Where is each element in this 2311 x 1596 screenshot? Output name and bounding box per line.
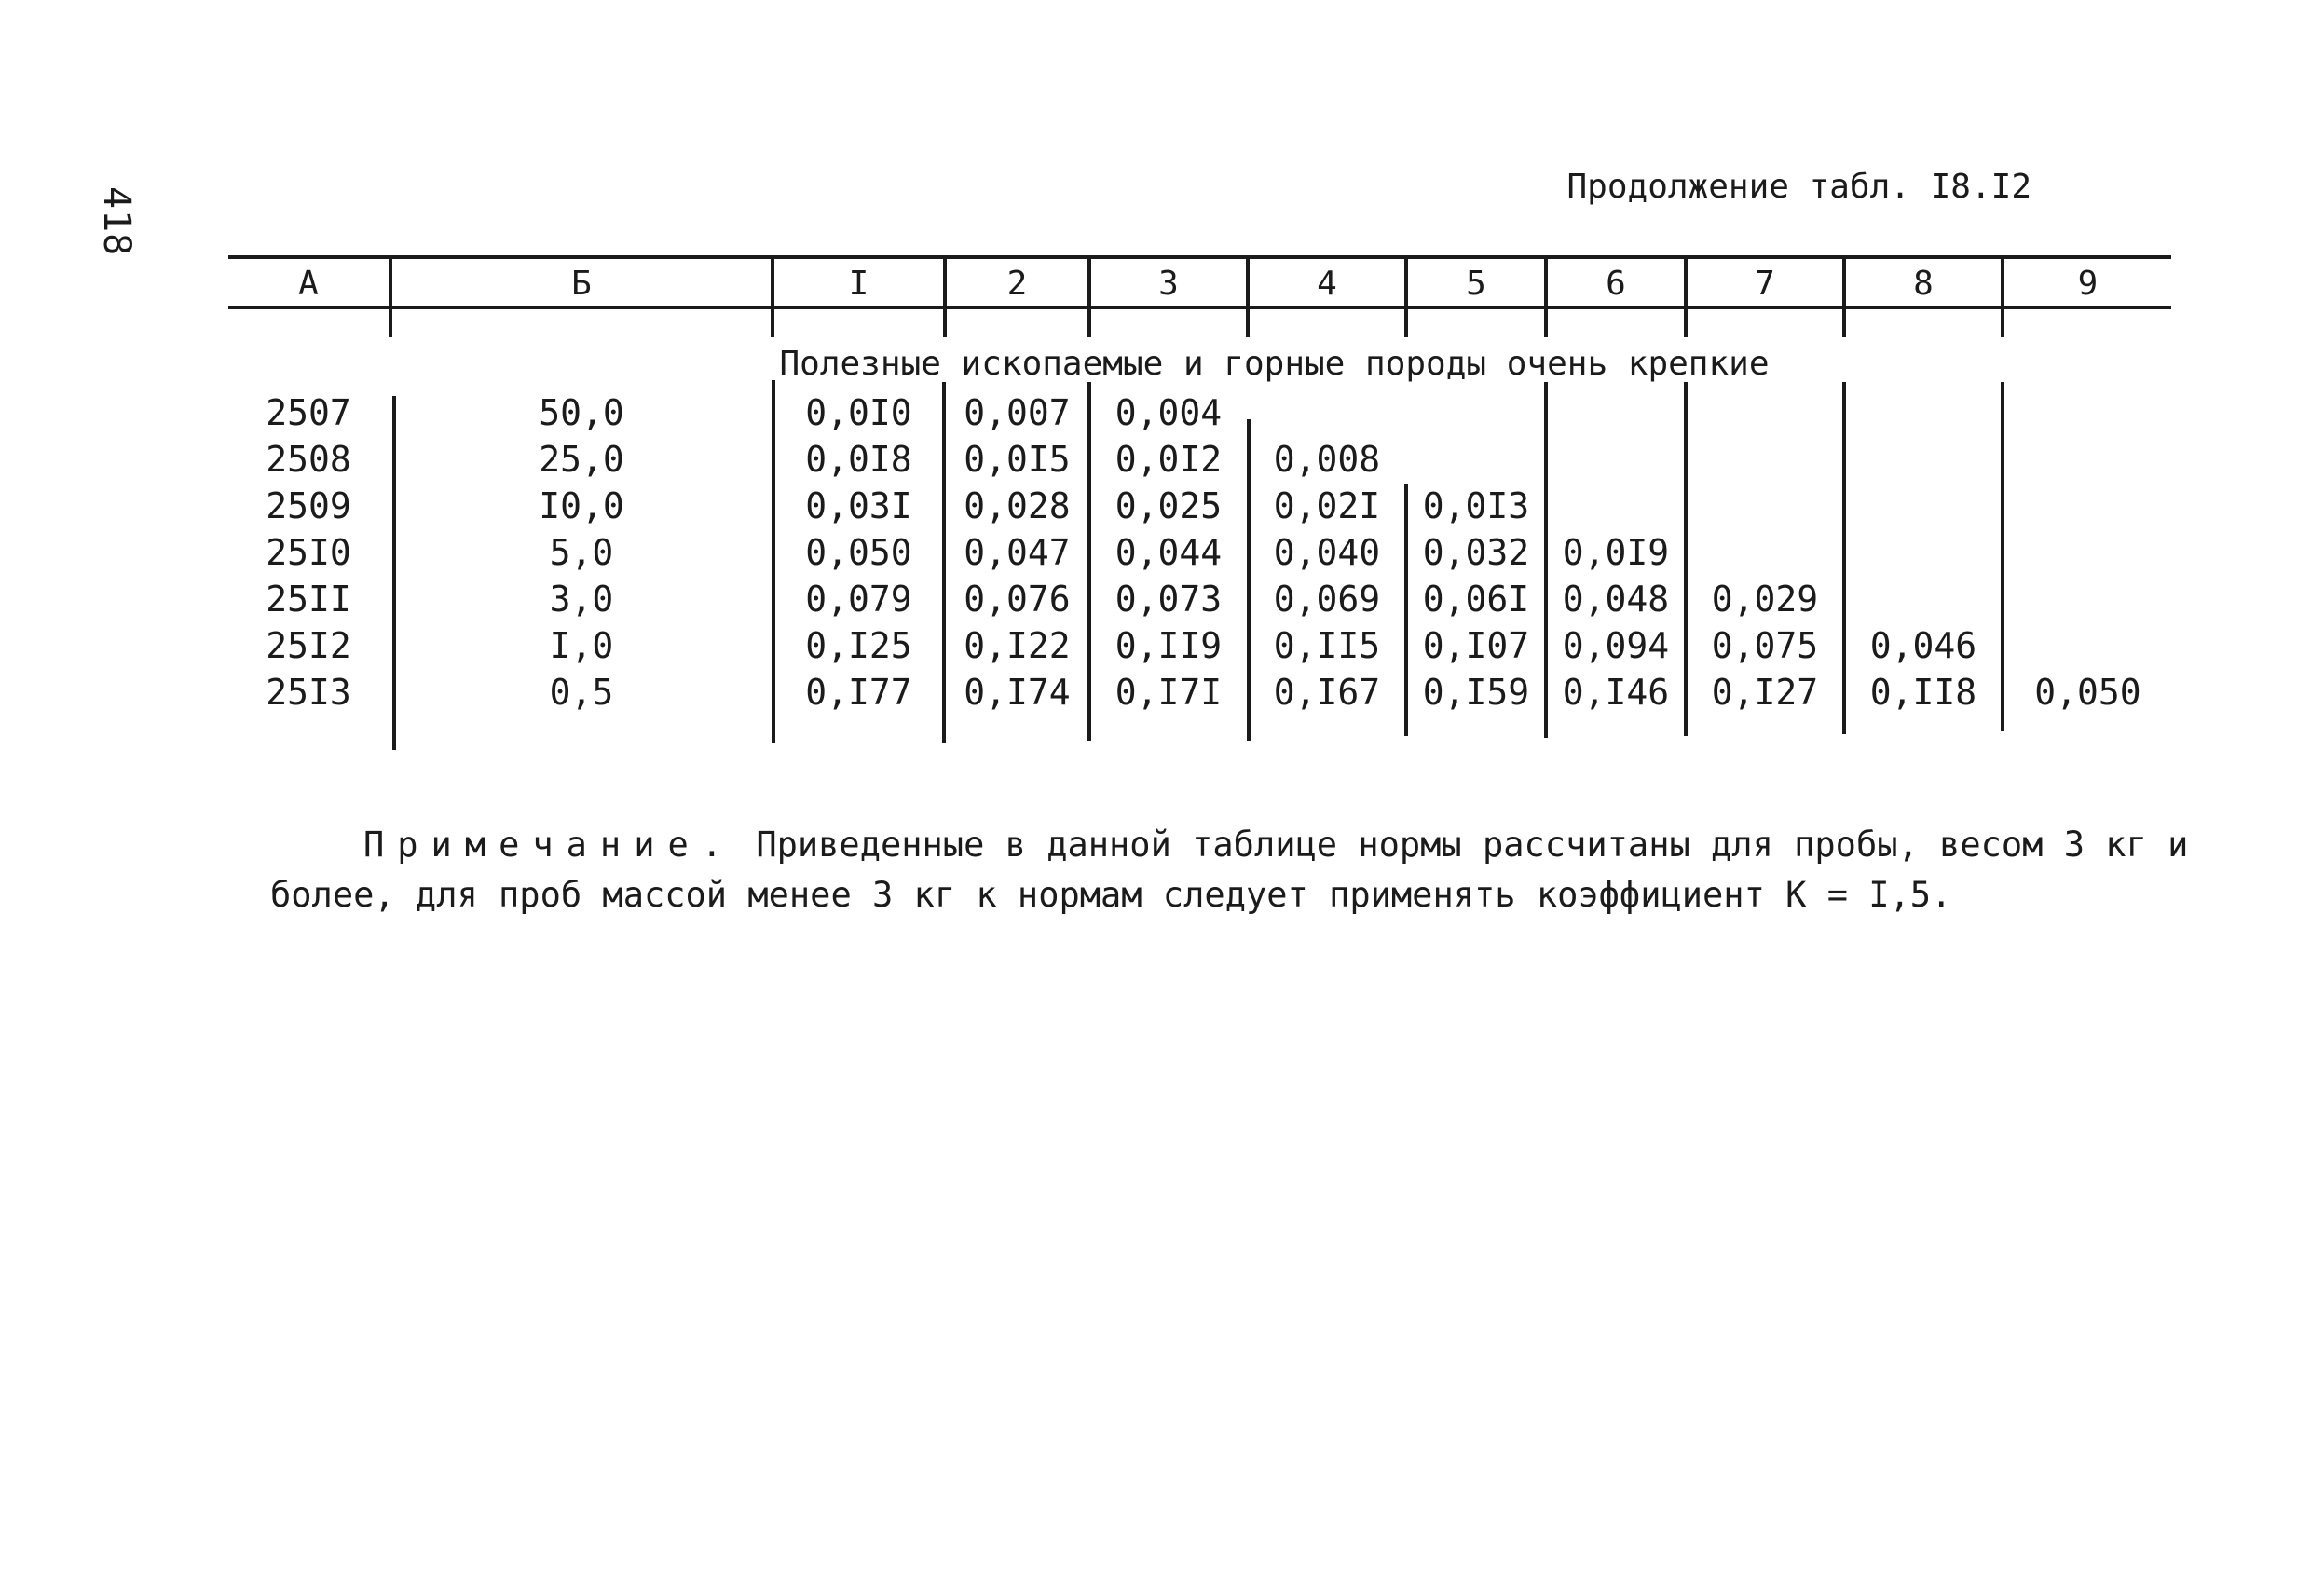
cell-value bbox=[1408, 389, 1544, 436]
header-col-9: 9 bbox=[2077, 265, 2099, 303]
cell-value: 0,0I9 bbox=[1562, 532, 1670, 573]
table-row bbox=[228, 576, 2171, 622]
table-row bbox=[228, 529, 2171, 576]
cell-value: 0,06I bbox=[1422, 579, 1530, 620]
table-header-rule bbox=[228, 306, 2171, 309]
header-col-b: Б bbox=[571, 265, 592, 303]
cell-value: 0,050 bbox=[805, 532, 912, 573]
cell-value: 0,004 bbox=[1114, 392, 1223, 433]
cell-value: 0,079 bbox=[805, 579, 912, 620]
cell-value: 0,I67 bbox=[1273, 672, 1381, 713]
cell-value bbox=[1548, 436, 1684, 483]
cell-value: 0,028 bbox=[964, 485, 1071, 526]
cell-value bbox=[1688, 529, 1842, 576]
header-col-6: 6 bbox=[1606, 265, 1626, 303]
cell-value: 0,094 bbox=[1562, 625, 1670, 666]
cell-value: 0,I74 bbox=[964, 672, 1071, 713]
cell-code: 2507 bbox=[266, 392, 351, 433]
cell-value: 0,II5 bbox=[1273, 625, 1381, 666]
header-col-7: 7 bbox=[1755, 265, 1775, 303]
cell-code: 2508 bbox=[266, 439, 351, 480]
cell-value: 0,048 bbox=[1562, 579, 1670, 620]
table-row bbox=[228, 436, 2171, 483]
cell-value bbox=[2004, 529, 2171, 576]
cell-value: 0,073 bbox=[1114, 579, 1223, 620]
cell-value bbox=[2004, 483, 2171, 529]
cell-value: 0,050 bbox=[2034, 672, 2141, 713]
cell-value: 0,I27 bbox=[1711, 672, 1819, 713]
cell-value bbox=[1688, 483, 1842, 529]
cell-value bbox=[1846, 389, 2001, 436]
cell-b: 50,0 bbox=[539, 392, 624, 433]
cell-value bbox=[2004, 622, 2171, 669]
table-continuation-caption: Продолжение табл. I8.I2 bbox=[1566, 168, 2031, 206]
header-col-a: А bbox=[298, 265, 319, 303]
cell-value bbox=[1846, 529, 2001, 576]
header-col-4: 4 bbox=[1317, 265, 1337, 303]
cell-value: 0,I59 bbox=[1422, 672, 1530, 713]
cell-value: 0,II9 bbox=[1114, 625, 1223, 666]
cell-value bbox=[1250, 389, 1404, 436]
cell-value: 0,I22 bbox=[964, 625, 1071, 666]
table-row bbox=[228, 622, 2171, 669]
page-number: 418 bbox=[95, 186, 138, 257]
table-row bbox=[228, 389, 2171, 436]
table-row bbox=[228, 669, 2171, 716]
cell-value: 0,040 bbox=[1273, 532, 1381, 573]
cell-value: 0,029 bbox=[1711, 579, 1819, 620]
section-title: Полезные ископаемые и горные породы очень крепкие bbox=[779, 345, 1770, 383]
note-text: Приведенные в данной таблице нормы рассчитаны для пробы, весом 3 кг и более, для проб массой менее 3 кг к нормам следует применять коэффициент К = I,5. bbox=[270, 825, 2189, 915]
cell-value: 0,I7I bbox=[1114, 672, 1223, 713]
cell-value bbox=[1548, 389, 1684, 436]
cell-value bbox=[1408, 436, 1544, 483]
cell-value: 0,047 bbox=[964, 532, 1071, 573]
cell-value: 0,02I bbox=[1273, 485, 1381, 526]
cell-value: 0,007 bbox=[964, 392, 1071, 433]
header-col-2: 2 bbox=[1006, 265, 1028, 303]
cell-b: 3,0 bbox=[549, 579, 614, 620]
cell-value: 0,008 bbox=[1273, 439, 1381, 480]
cell-code: 25I0 bbox=[266, 532, 351, 573]
cell-value: 0,025 bbox=[1114, 485, 1223, 526]
cell-value bbox=[2004, 389, 2171, 436]
cell-value: 0,I46 bbox=[1562, 672, 1670, 713]
cell-value bbox=[1846, 576, 2001, 622]
cell-value: 0,069 bbox=[1273, 579, 1381, 620]
cell-value bbox=[1688, 389, 1842, 436]
cell-value: 0,076 bbox=[964, 579, 1071, 620]
table-row bbox=[228, 483, 2171, 529]
cell-value: 0,II8 bbox=[1869, 672, 1977, 713]
header-col-8: 8 bbox=[1913, 265, 1934, 303]
data-table bbox=[228, 252, 2171, 755]
cell-value: 0,I77 bbox=[805, 672, 912, 713]
cell-b: I,0 bbox=[549, 625, 614, 666]
cell-value: 0,I25 bbox=[805, 625, 912, 666]
cell-value: 0,0I2 bbox=[1114, 439, 1223, 480]
cell-code: 25II bbox=[266, 579, 351, 620]
cell-b: 25,0 bbox=[539, 439, 624, 480]
cell-b: 5,0 bbox=[549, 532, 614, 573]
cell-code: 2509 bbox=[266, 485, 351, 526]
cell-value: 0,0I0 bbox=[805, 392, 912, 433]
cell-value bbox=[1688, 436, 1842, 483]
cell-value bbox=[2004, 436, 2171, 483]
cell-value: 0,044 bbox=[1114, 532, 1223, 573]
header-col-5: 5 bbox=[1466, 265, 1486, 303]
cell-b: I0,0 bbox=[539, 485, 624, 526]
cell-value: 0,0I8 bbox=[805, 439, 912, 480]
table-top-rule bbox=[228, 255, 2171, 259]
cell-value bbox=[1846, 483, 2001, 529]
cell-value bbox=[2004, 576, 2171, 622]
note-label: Примечание. bbox=[363, 825, 736, 865]
cell-b: 0,5 bbox=[549, 672, 614, 713]
cell-value: 0,032 bbox=[1422, 532, 1530, 573]
cell-value: 0,075 bbox=[1711, 625, 1819, 666]
cell-value bbox=[1846, 436, 2001, 483]
cell-value: 0,I07 bbox=[1422, 625, 1530, 666]
cell-code: 25I2 bbox=[266, 625, 351, 666]
cell-code: 25I3 bbox=[266, 672, 351, 713]
cell-value: 0,03I bbox=[805, 485, 912, 526]
cell-value bbox=[1548, 483, 1684, 529]
cell-value: 0,046 bbox=[1869, 625, 1977, 666]
table-note bbox=[270, 820, 2190, 921]
cell-value: 0,0I3 bbox=[1422, 485, 1530, 526]
header-col-3: 3 bbox=[1158, 265, 1179, 303]
header-col-1: I bbox=[848, 265, 869, 303]
cell-value: 0,0I5 bbox=[964, 439, 1071, 480]
